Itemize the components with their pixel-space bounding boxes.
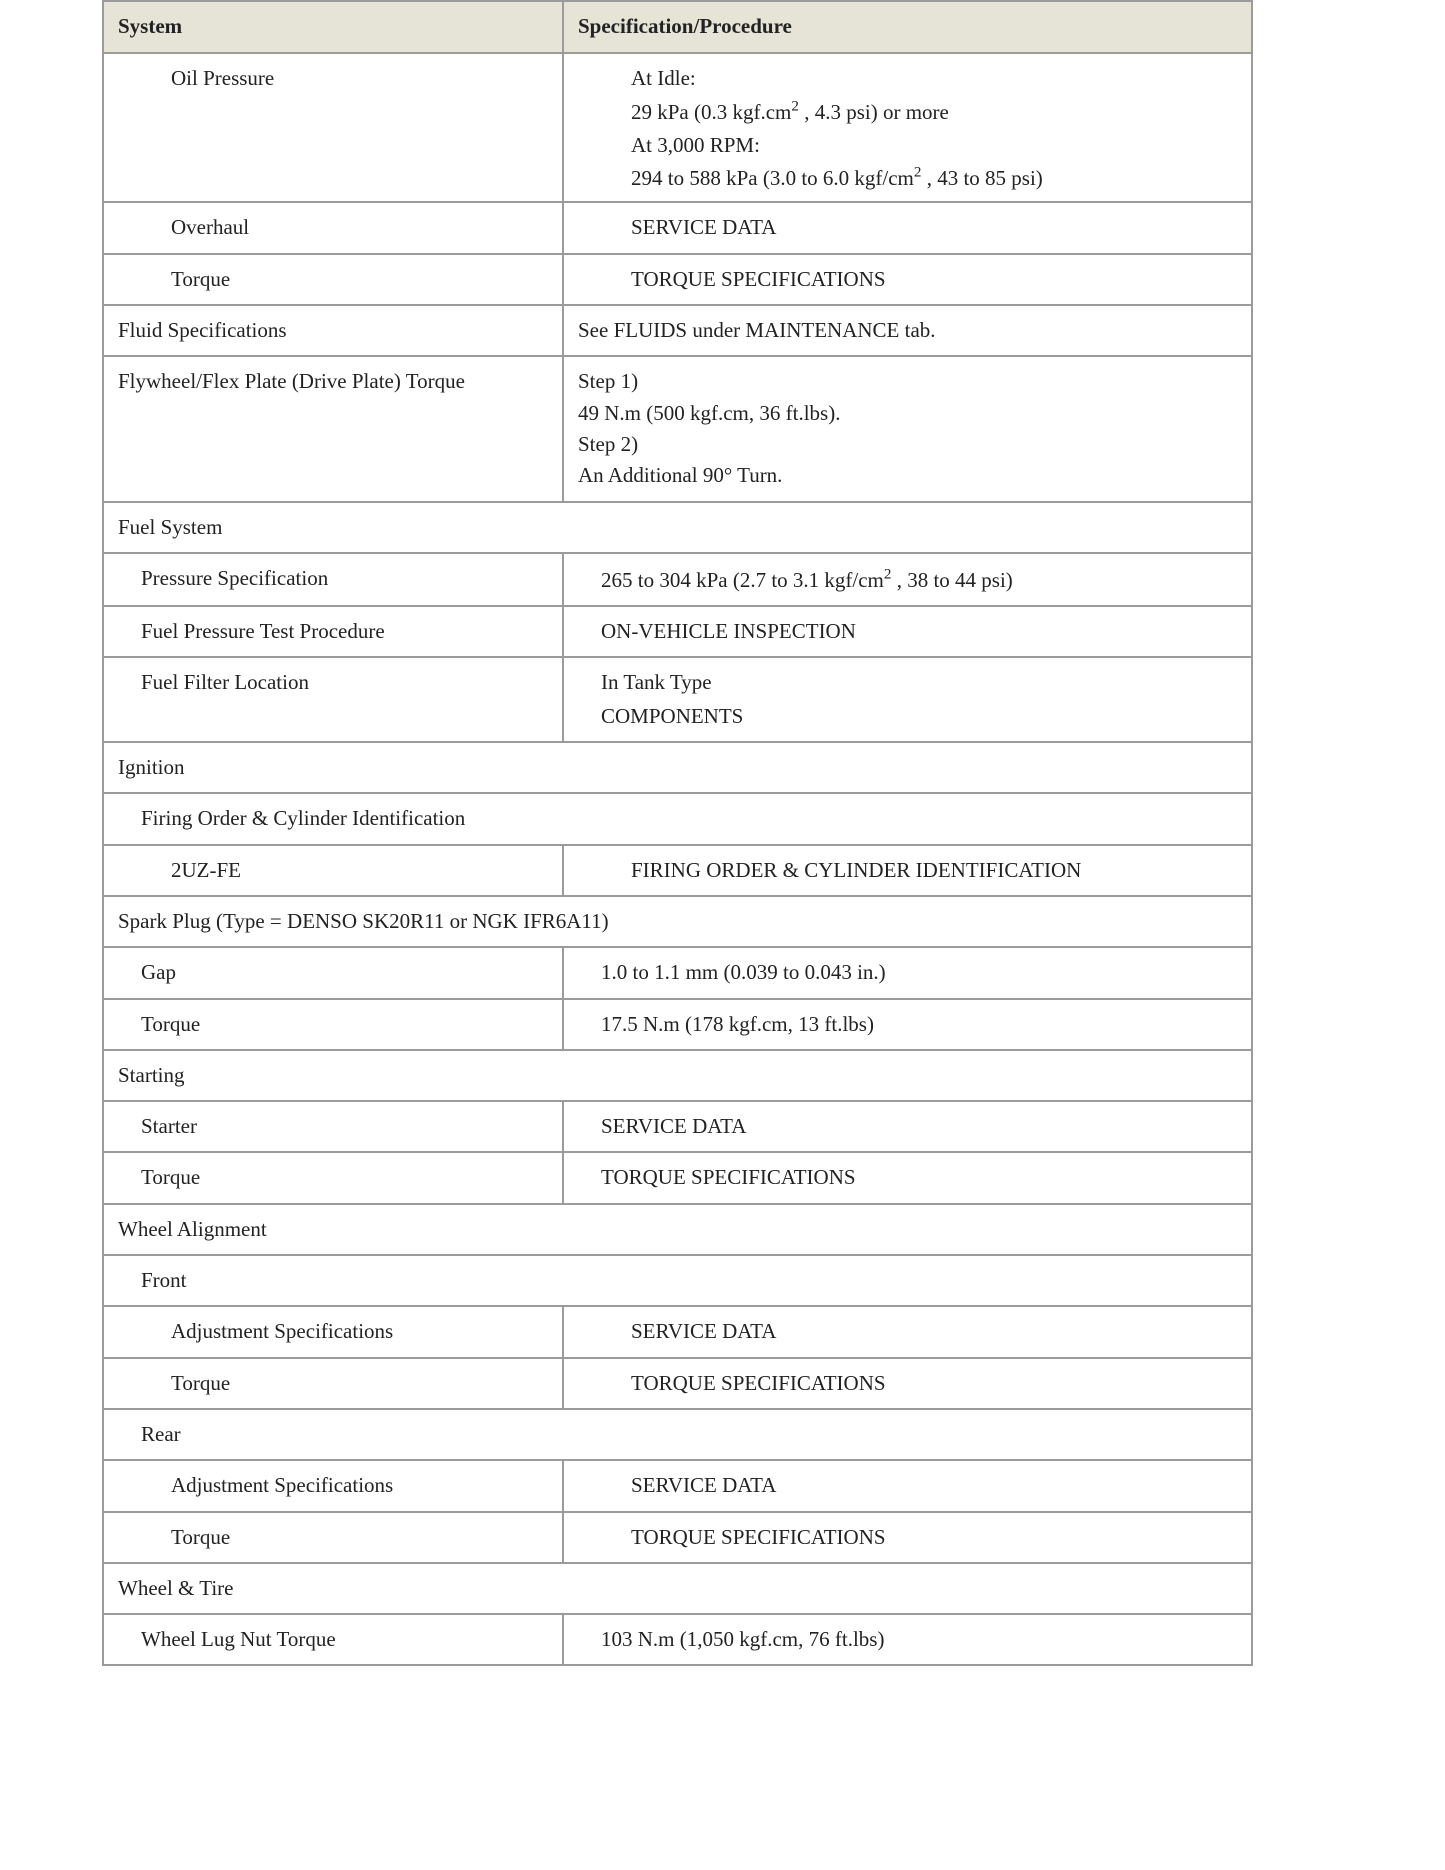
row-spec: 1.0 to 1.1 mm (0.039 to 0.043 in.) [563,947,1252,998]
oil-idle-label: At Idle: [631,66,696,91]
fuel-filter-spec-cell [563,657,1252,742]
row-label: 2UZ-FE [103,845,563,896]
header-specification-procedure: Specification/Procedure [563,1,1252,53]
fuel-pressure-value-main: 265 to 304 kPa (2.7 to 3.1 kgf/cm [601,567,884,592]
table-row-firing-order [103,793,1252,844]
subsection-heading: Rear [103,1409,1252,1460]
table-row-front-torque [103,1358,1252,1409]
table-row-fuel-pressure-test [103,606,1252,657]
oil-idle-superscript: 2 [791,98,799,115]
row-label: Wheel Lug Nut Torque [103,1614,563,1665]
row-spec: SERVICE DATA [563,202,1252,253]
table-row-fluid-specifications [103,305,1252,356]
oil-rpm-superscript: 2 [913,164,922,181]
fuel-pressure-superscript: 2 [883,566,892,583]
section-heading: Wheel & Tire [103,1563,1252,1614]
row-label: Adjustment Specifications [103,1460,563,1511]
row-label: Flywheel/Flex Plate (Drive Plate) Torque [103,356,563,501]
table-row-rear [103,1409,1252,1460]
row-label: Fluid Specifications [103,305,563,356]
table-row-front-adjustment [103,1306,1252,1357]
table-header-row [103,1,1252,53]
table-row-starter [103,1101,1252,1152]
row-label: Fuel Filter Location [103,657,563,742]
table-row-starting [103,1050,1252,1101]
section-heading: Ignition [103,742,1252,793]
row-label: Fuel Pressure Test Procedure [103,606,563,657]
flywheel-step-2: Step 2) [578,431,639,456]
table-row-oil-pressure [103,53,1252,202]
table-row-fuel-system [103,502,1252,553]
table-row-wheel-tire [103,1563,1252,1614]
flywheel-spec-cell [563,356,1252,501]
section-heading: Spark Plug (Type = DENSO SK20R11 or NGK IFR6A11) [103,896,1252,947]
row-label: Torque [103,999,563,1050]
row-spec: TORQUE SPECIFICATIONS [563,1152,1252,1203]
table-row-flywheel-torque [103,356,1252,501]
oil-idle-value-tail: , 4.3 psi) or more [798,99,949,124]
table-row-rear-torque [103,1512,1252,1563]
oil-rpm-value-tail: , 43 to 85 psi) [921,166,1043,191]
flywheel-step-1-value: 49 N.m (500 kgf.cm, 36 ft.lbs). [578,400,841,425]
row-spec: 103 N.m (1,050 kgf.cm, 76 ft.lbs) [563,1614,1252,1665]
oil-pressure-spec-cell [563,53,1252,202]
fuel-pressure-spec-cell [563,553,1252,606]
row-label: Adjustment Specifications [103,1306,563,1357]
row-spec: SERVICE DATA [563,1306,1252,1357]
row-spec: SERVICE DATA [563,1101,1252,1152]
row-spec: ON-VEHICLE INSPECTION [563,606,1252,657]
oil-idle-value [631,99,1239,126]
flywheel-step-2-value: An Additional 90° Turn. [578,463,783,488]
row-spec: SERVICE DATA [563,1460,1252,1511]
fuel-filter-type: In Tank Type [601,670,712,695]
section-heading: Wheel Alignment [103,1204,1252,1255]
table-row-spark-plug [103,896,1252,947]
table-row-lug-nut-torque [103,1614,1252,1665]
row-spec: 17.5 N.m (178 kgf.cm, 13 ft.lbs) [563,999,1252,1050]
row-label: Torque [103,1512,563,1563]
fuel-pressure-value-tail: , 38 to 44 psi) [891,567,1013,592]
table-row-ignition [103,742,1252,793]
table-row-spark-torque [103,999,1252,1050]
table-row-front [103,1255,1252,1306]
table-row-fuel-pressure-spec [103,553,1252,606]
table-row-starter-torque [103,1152,1252,1203]
oil-rpm-label: At 3,000 RPM: [631,132,760,157]
row-spec: TORQUE SPECIFICATIONS [563,254,1252,305]
table-row-2uz-fe [103,845,1252,896]
table-row-fuel-filter [103,657,1252,742]
row-label: Overhaul [103,202,563,253]
subsection-heading: Firing Order & Cylinder Identification [103,793,1252,844]
table-row-wheel-alignment [103,1204,1252,1255]
subsection-heading: Front [103,1255,1252,1306]
row-label: Torque [103,254,563,305]
row-label: Torque [103,1358,563,1409]
table-row-overhaul [103,202,1252,253]
row-label: Starter [103,1101,563,1152]
table-row-engine-torque [103,254,1252,305]
row-label: Pressure Specification [103,553,563,606]
oil-rpm-value-main: 294 to 588 kPa (3.0 to 6.0 kgf/cm [631,166,914,191]
specification-table [102,0,1253,1666]
row-spec: TORQUE SPECIFICATIONS [563,1512,1252,1563]
oil-idle-value-main: 29 kPa (0.3 kgf.cm [631,99,792,124]
header-system: System [103,1,563,53]
row-label: Gap [103,947,563,998]
row-spec: TORQUE SPECIFICATIONS [563,1358,1252,1409]
section-heading: Starting [103,1050,1252,1101]
row-spec: FIRING ORDER & CYLINDER IDENTIFICATION [563,845,1252,896]
row-label: Oil Pressure [103,53,563,202]
row-spec: See FLUIDS under MAINTENANCE tab. [563,305,1252,356]
flywheel-step-1: Step 1) [578,369,639,394]
table-row-rear-adjustment [103,1460,1252,1511]
row-label: Torque [103,1152,563,1203]
table-row-spark-gap [103,947,1252,998]
fuel-filter-components: COMPONENTS [601,703,744,728]
oil-rpm-value [631,165,1239,192]
section-heading: Fuel System [103,502,1252,553]
